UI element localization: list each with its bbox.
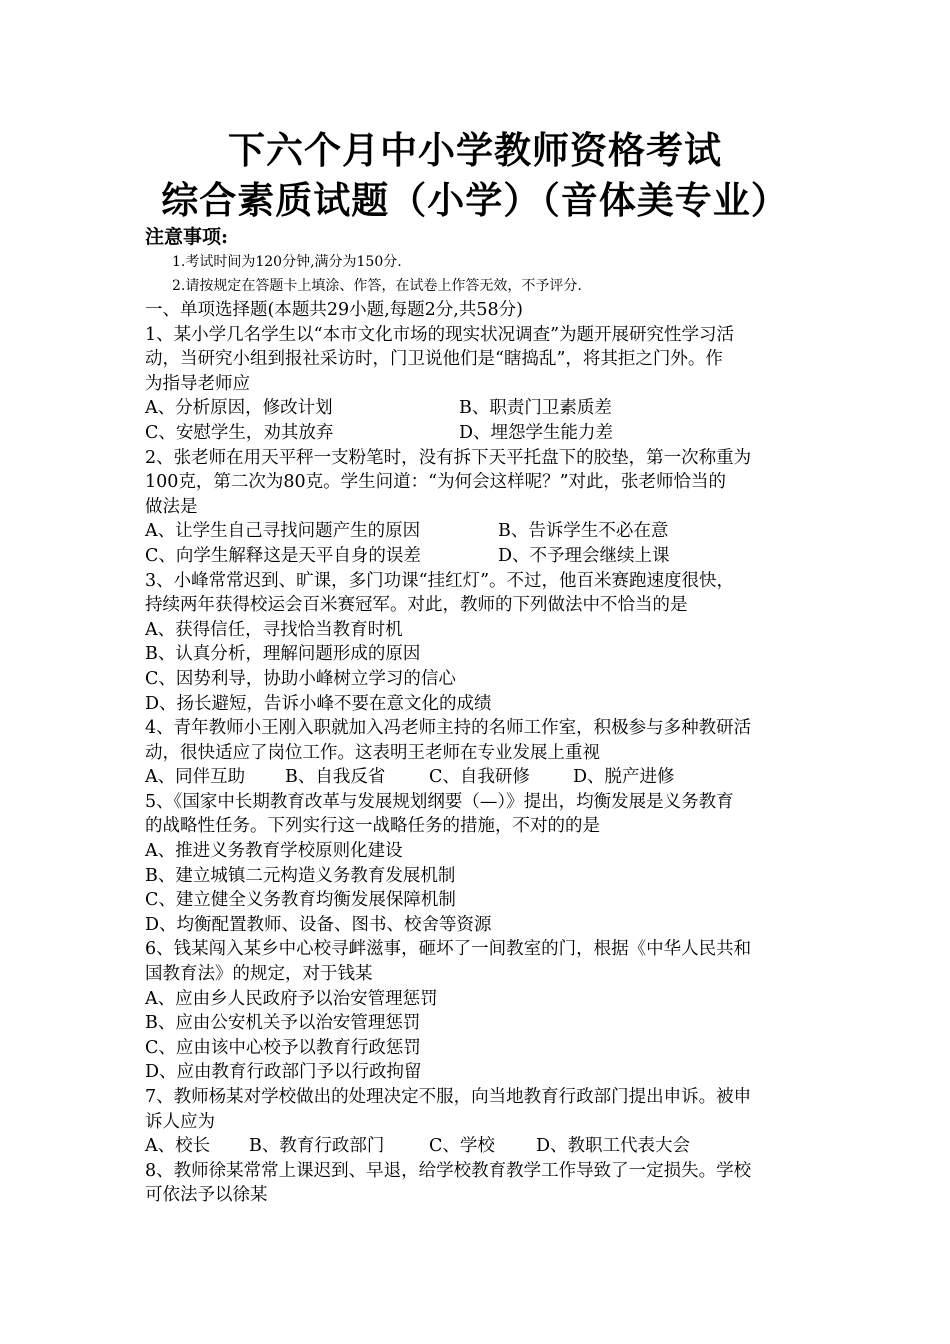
option-c: C、因势利导，协助小峰树立学习的信心 — [145, 668, 456, 689]
question-8-stem: 可依法予以徐某 — [145, 1185, 268, 1206]
option-d: D、均衡配置教师、设备、图书、校舍等资源 — [145, 914, 492, 935]
question-2-stem: 做法是 — [145, 496, 198, 517]
option-d: D、应由教育行政部门予以行政拘留 — [145, 1062, 422, 1083]
option-a: A、让学生自己寻找问题产生的原因 — [145, 521, 421, 542]
question-5-stem: 的战略性任务。下列实行这一战略任务的措施，不对的的是 — [145, 816, 600, 837]
question-1-options-row — [145, 396, 815, 421]
option-d: D、扬长避短，告诉小峰不要在意文化的成绩 — [145, 693, 492, 714]
option-c: C、自我研修 — [429, 767, 530, 788]
question-1-options-row — [145, 421, 815, 446]
question-1-stem: 动，当研究小组到报社采访时，门卫说他们是“瞎捣乱”，将其拒之门外。作 — [145, 349, 723, 370]
option-d: D、不予理会继续上课 — [498, 545, 670, 566]
question-2-stem: 100克，第二次为80克。学生问道：“为何会这样呢？”对此，张老师恰当的 — [145, 472, 727, 493]
question-4-stem: 4、青年教师小王刚入职就加入冯老师主持的名师工作室，积极参与多种教研活 — [145, 718, 752, 739]
option-a: A、分析原因，修改计划 — [145, 398, 333, 419]
option-b: B、职责门卫素质差 — [459, 398, 612, 419]
option-d: D、教职工代表大会 — [536, 1136, 691, 1157]
question-7-stem: 7、教师杨某对学校做出的处理决定不服，向当地教育行政部门提出申诉。被申 — [145, 1087, 752, 1107]
option-a: A、同伴互助 — [145, 767, 246, 788]
question-2-options-row — [145, 519, 815, 544]
question-8-stem: 8、教师徐某常常上课迟到、早退，给学校教育教学工作导致了一定损失。学校 — [145, 1160, 752, 1181]
question-4-stem: 动，很快适应了岗位工作。这表明王老师在专业发展上重视 — [145, 742, 600, 763]
option-b: B、告诉学生不必在意 — [498, 521, 669, 542]
option-d: D、埋怨学生能力差 — [459, 422, 614, 443]
question-5-stem: 5、《国家中长期教育改革与发展规划纲要（—）》提出，均衡发展是义务教育 — [145, 791, 734, 812]
question-4-options-row — [145, 765, 815, 790]
question-3-stem: 3、小峰常常迟到、旷课，多门功课“挂红灯”。不过，他百米赛跑速度很快， — [145, 570, 735, 591]
option-b: B、自我反省 — [285, 767, 386, 788]
option-b: B、教育行政部门 — [249, 1136, 385, 1157]
option-a: A、应由乡人民政府予以治安管理惩罚 — [145, 988, 438, 1009]
option-a: A、校长 — [145, 1136, 211, 1157]
question-3-stem: 持续两年获得校运会百米赛冠军。对此，教师的下列做法中不恰当的是 — [145, 595, 688, 616]
option-a: A、获得信任，寻找恰当教育时机 — [145, 619, 403, 640]
notice-heading: 注意事项: — [145, 226, 229, 248]
question-6-stem: 6、钱某闯入某乡中心校寻衅滋事，砸坏了一间教室的门，根据《中华人民共和 — [145, 939, 752, 960]
question-7-options-row — [145, 1134, 815, 1159]
exam-title-line1: 下六个月中小学教师资格考试 — [228, 128, 722, 172]
question-2-options-row — [145, 544, 815, 569]
option-b: B、认真分析，理解问题形成的原因 — [145, 644, 421, 665]
option-c: C、安慰学生，劝其放弃 — [145, 422, 334, 443]
question-7-stem: 诉人应为 — [145, 1111, 215, 1132]
section-heading: 一、单项选择题(本题共29小题,每题2分,共58分) — [145, 300, 523, 320]
option-c: C、向学生解释这是天平自身的误差 — [145, 545, 421, 566]
option-b: B、应由公安机关予以治安管理惩罚 — [145, 1013, 421, 1034]
option-c: C、学校 — [429, 1136, 495, 1157]
notice-item: 1.考试时间为120分钟,满分为150分. — [172, 254, 402, 270]
option-c: C、应由该中心校予以教育行政惩罚 — [145, 1037, 421, 1058]
question-6-stem: 国教育法》的规定，对于钱某 — [145, 964, 373, 985]
option-c: C、建立健全义务教育均衡发展保障机制 — [145, 890, 456, 911]
question-1-stem: 1、某小学几名学生以“本市文化市场的现实状况调查”为题开展研究性学习活 — [145, 324, 735, 345]
option-d: D、脱产进修 — [573, 767, 675, 788]
option-a: A、推进义务教育学校原则化建设 — [145, 841, 403, 862]
notice-item: 2.请按规定在答题卡上填涂、作答，在试卷上作答无效，不予评分. — [172, 278, 582, 294]
option-b: B、建立城镇二元构造义务教育发展机制 — [145, 865, 456, 886]
question-1-stem: 为指导老师应 — [145, 373, 250, 394]
exam-title-line2: 综合素质试题（小学）（音体美专业） — [161, 178, 789, 222]
question-list — [145, 298, 815, 1208]
question-2-stem: 2、张老师在用天平秤一支粉笔时，没有拆下天平托盘下的胶垫，第一次称重为 — [145, 447, 752, 468]
